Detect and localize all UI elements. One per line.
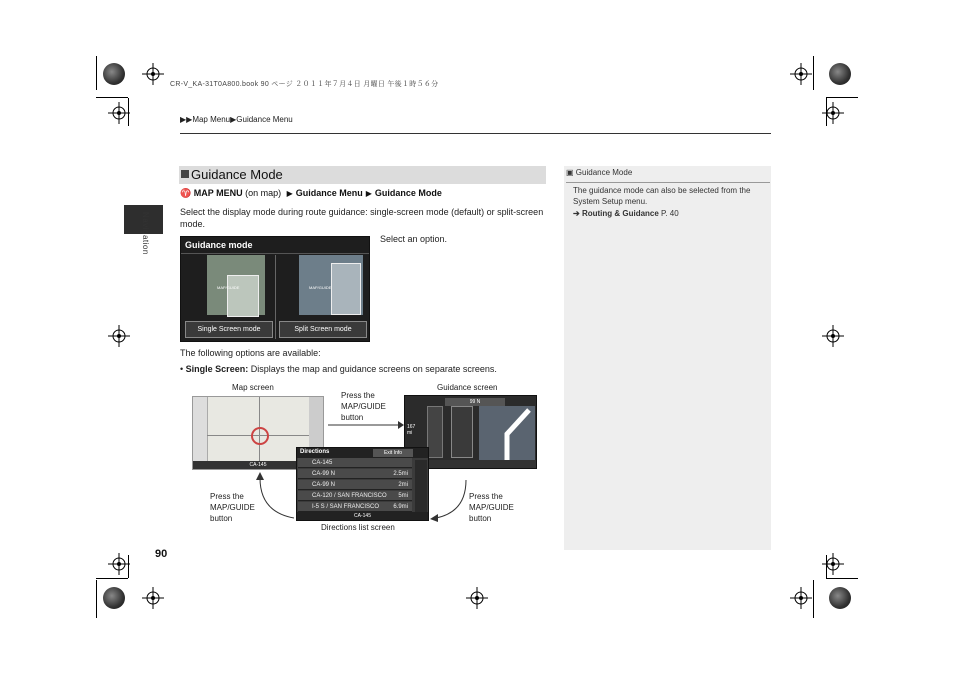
directions-scrollbar[interactable] [415,460,427,512]
registration-target-icon [108,102,130,124]
arrow-right-icon [328,420,404,430]
guidance-mode-title: Guidance mode [185,240,253,250]
path-note: (on map) [242,188,284,198]
registration-target-icon [142,587,164,609]
header-divider [180,133,771,134]
bullet: • [180,364,184,374]
guidance-mode-screenshot [180,236,370,342]
registration-target-icon [822,102,844,124]
side-tab-label: Navigation [141,212,150,255]
crop-mark [813,56,814,90]
registration-ball-icon [829,63,851,85]
path-arrow-icon: ▶ [286,189,293,198]
exit-info-button[interactable]: Exit Info [373,449,413,457]
directions-row[interactable]: I-5 S / SAN FRANCISCO 6.9mi [298,502,412,512]
side-note-text: The guidance mode can also be selected from the System Setup menu. [573,186,751,206]
press-button-instruction: Press the MAP/GUIDE button [210,492,255,523]
note-icon: ▣ [566,168,574,177]
map-menu-icon: ♈ [180,188,192,198]
breadcrumb-arrow-icon: ▶▶ [180,115,193,124]
link-arrow-icon: ➔ [573,209,580,218]
crop-mark [96,580,97,618]
press-button-instruction: Press the MAP/GUIDE button [341,391,386,422]
registration-target-icon [142,63,164,85]
routing-guidance-link[interactable]: Routing & Guidance [581,209,659,218]
crop-mark [96,97,128,98]
breadcrumb-map-menu[interactable]: Map Menu [192,115,231,124]
section-title: Guidance Mode [191,167,283,182]
link-page: P. 40 [658,209,679,218]
side-note-header [566,168,632,177]
select-option-text: Select an option. [380,234,448,244]
registration-target-icon [108,553,130,575]
path-arrow-icon: ▶ [365,189,372,198]
directions-row[interactable]: CA-120 / SAN FRANCISCO 5mi [298,491,412,501]
side-note-panel [564,166,771,550]
directions-row[interactable]: CA-99 N 2.5mi [298,469,412,479]
side-note-title: Guidance Mode [575,168,633,177]
print-info-line: CR-V_KA-31T0A800.book 90 ページ ２０１１年７月４日 月曜日 午後１時５６分 [170,81,439,88]
guidance-road-label: 99 N [445,398,505,406]
split-screen-mode-button[interactable]: Split Screen mode [279,321,367,338]
directions-row[interactable]: CA-145 [298,458,412,468]
registration-ball-icon [103,587,125,609]
directions-row[interactable]: CA-99 N 2mi [298,480,412,490]
side-note-body [573,185,763,219]
section-square-icon [181,170,189,178]
option-single-screen [180,363,548,375]
breadcrumb-arrow-icon: ▶ [230,115,237,124]
single-screen-mode-button[interactable]: Single Screen mode [185,321,273,338]
directions-title: Directions [300,449,330,455]
registration-target-icon [790,63,812,85]
registration-target-icon [790,587,812,609]
intro-text: Select the display mode during route guidance: single-screen mode (default) or split-screen mode. [180,207,544,229]
path-guidance-menu: Guidance Menu [295,188,363,198]
press-button-instruction: Press the MAP/GUIDE button [469,492,514,523]
map-guide-label: MAP/GUIDE [217,285,240,290]
option-description: Displays the map and guidance screens on separate screens. [248,364,497,374]
curved-arrow-icon [430,478,470,522]
side-note-divider [566,182,770,183]
breadcrumb-guidance-menu[interactable]: Guidance Menu [236,115,293,124]
guidance-screen-image: 167 mi 99 N [404,395,537,469]
registration-target-icon [466,587,488,609]
crop-mark [813,580,814,618]
crop-mark [826,97,858,98]
registration-target-icon [822,325,844,347]
directions-caption: Directions list screen [321,523,395,532]
map-guide-label: MAP/GUIDE [309,285,332,290]
option-label: Single Screen: [185,364,249,374]
map-screen-caption: Map screen [232,383,274,392]
vehicle-position-icon [251,427,269,445]
crop-mark [96,578,128,579]
path-guidance-mode: Guidance Mode [374,188,442,198]
menu-path [180,188,442,199]
page-number: 90 [155,548,168,560]
crop-mark [826,578,858,579]
breadcrumb [180,115,293,124]
registration-ball-icon [103,63,125,85]
curved-arrow-icon [254,472,298,520]
street-label: CA-145 [193,461,323,469]
guidance-screen-caption: Guidance screen [437,383,498,392]
crop-mark [96,56,97,90]
street-label: CA-145 [297,512,428,520]
path-map-menu: MAP MENU [193,188,243,198]
options-intro: The following options are available: [180,348,321,358]
registration-target-icon [108,325,130,347]
registration-ball-icon [829,587,851,609]
registration-target-icon [822,553,844,575]
